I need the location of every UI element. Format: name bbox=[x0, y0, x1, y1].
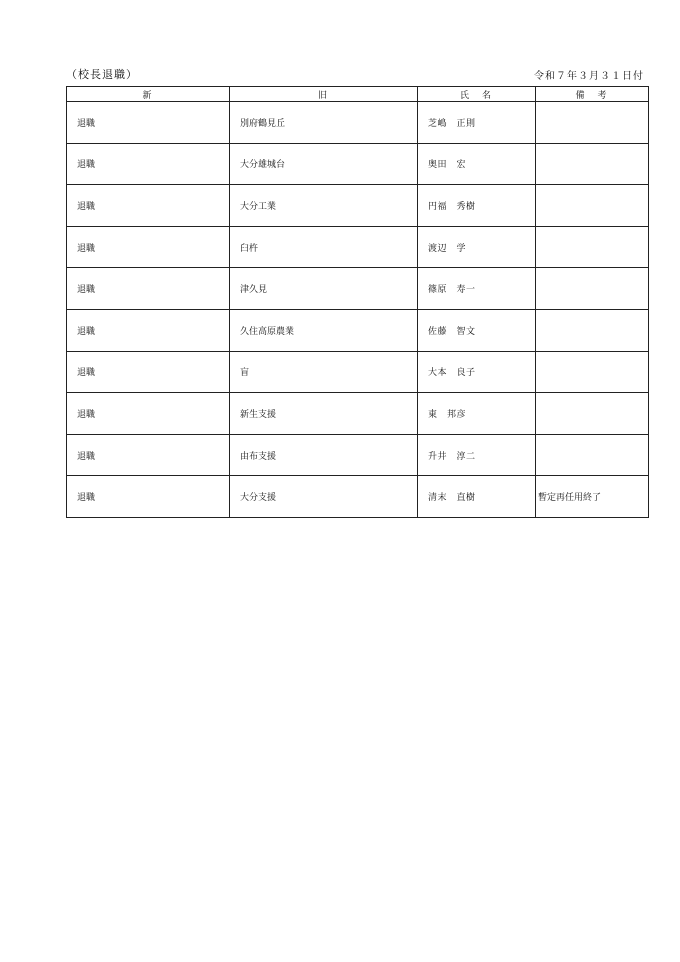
cell-note bbox=[536, 268, 649, 310]
cell-old: 別府鶴見丘 bbox=[230, 102, 418, 144]
table-row bbox=[67, 226, 649, 268]
table-row bbox=[67, 351, 649, 393]
cell-note bbox=[536, 351, 649, 393]
table-row bbox=[67, 309, 649, 351]
cell-note bbox=[536, 102, 649, 144]
personnel-table bbox=[66, 86, 649, 518]
cell-new: 退職 bbox=[67, 434, 230, 476]
cell-old: 津久見 bbox=[230, 268, 418, 310]
cell-name: 篠原 寿一 bbox=[418, 268, 536, 310]
cell-old: 大分雄城台 bbox=[230, 143, 418, 185]
cell-old: 大分支援 bbox=[230, 476, 418, 518]
cell-new: 退職 bbox=[67, 268, 230, 310]
column-header-new: 新 bbox=[67, 87, 230, 102]
table-row bbox=[67, 102, 649, 144]
table-row bbox=[67, 185, 649, 227]
column-header-name: 氏 名 bbox=[418, 87, 536, 102]
cell-name: 芝嶋 正則 bbox=[418, 102, 536, 144]
cell-new: 退職 bbox=[67, 143, 230, 185]
cell-old: 由布支援 bbox=[230, 434, 418, 476]
cell-new: 退職 bbox=[67, 476, 230, 518]
cell-name: 大本 良子 bbox=[418, 351, 536, 393]
cell-new: 退職 bbox=[67, 185, 230, 227]
cell-old: 盲 bbox=[230, 351, 418, 393]
cell-note bbox=[536, 309, 649, 351]
cell-old: 新生支援 bbox=[230, 393, 418, 435]
cell-old: 久住高原農業 bbox=[230, 309, 418, 351]
table-row bbox=[67, 268, 649, 310]
cell-name: 東 邦彦 bbox=[418, 393, 536, 435]
cell-name: 升井 淳二 bbox=[418, 434, 536, 476]
column-header-old: 旧 bbox=[230, 87, 418, 102]
table-row bbox=[67, 476, 649, 518]
cell-new: 退職 bbox=[67, 102, 230, 144]
effective-date: 令和７年３月３１日付 bbox=[534, 71, 644, 82]
table-row bbox=[67, 393, 649, 435]
table-row bbox=[67, 434, 649, 476]
cell-note bbox=[536, 143, 649, 185]
column-header-note: 備 考 bbox=[536, 87, 649, 102]
cell-name: 佐藤 智文 bbox=[418, 309, 536, 351]
cell-name: 円福 秀樹 bbox=[418, 185, 536, 227]
page-title: （校長退職） bbox=[66, 68, 138, 81]
cell-old: 臼杵 bbox=[230, 226, 418, 268]
cell-old: 大分工業 bbox=[230, 185, 418, 227]
cell-note bbox=[536, 185, 649, 227]
cell-new: 退職 bbox=[67, 309, 230, 351]
cell-note bbox=[536, 226, 649, 268]
cell-note bbox=[536, 393, 649, 435]
cell-note: 暫定再任用終了 bbox=[536, 476, 649, 518]
cell-note bbox=[536, 434, 649, 476]
cell-name: 清末 直樹 bbox=[418, 476, 536, 518]
cell-new: 退職 bbox=[67, 226, 230, 268]
table-row bbox=[67, 143, 649, 185]
table-header-row bbox=[67, 87, 649, 102]
cell-new: 退職 bbox=[67, 351, 230, 393]
cell-new: 退職 bbox=[67, 393, 230, 435]
cell-name: 奥田 宏 bbox=[418, 143, 536, 185]
cell-name: 渡辺 学 bbox=[418, 226, 536, 268]
